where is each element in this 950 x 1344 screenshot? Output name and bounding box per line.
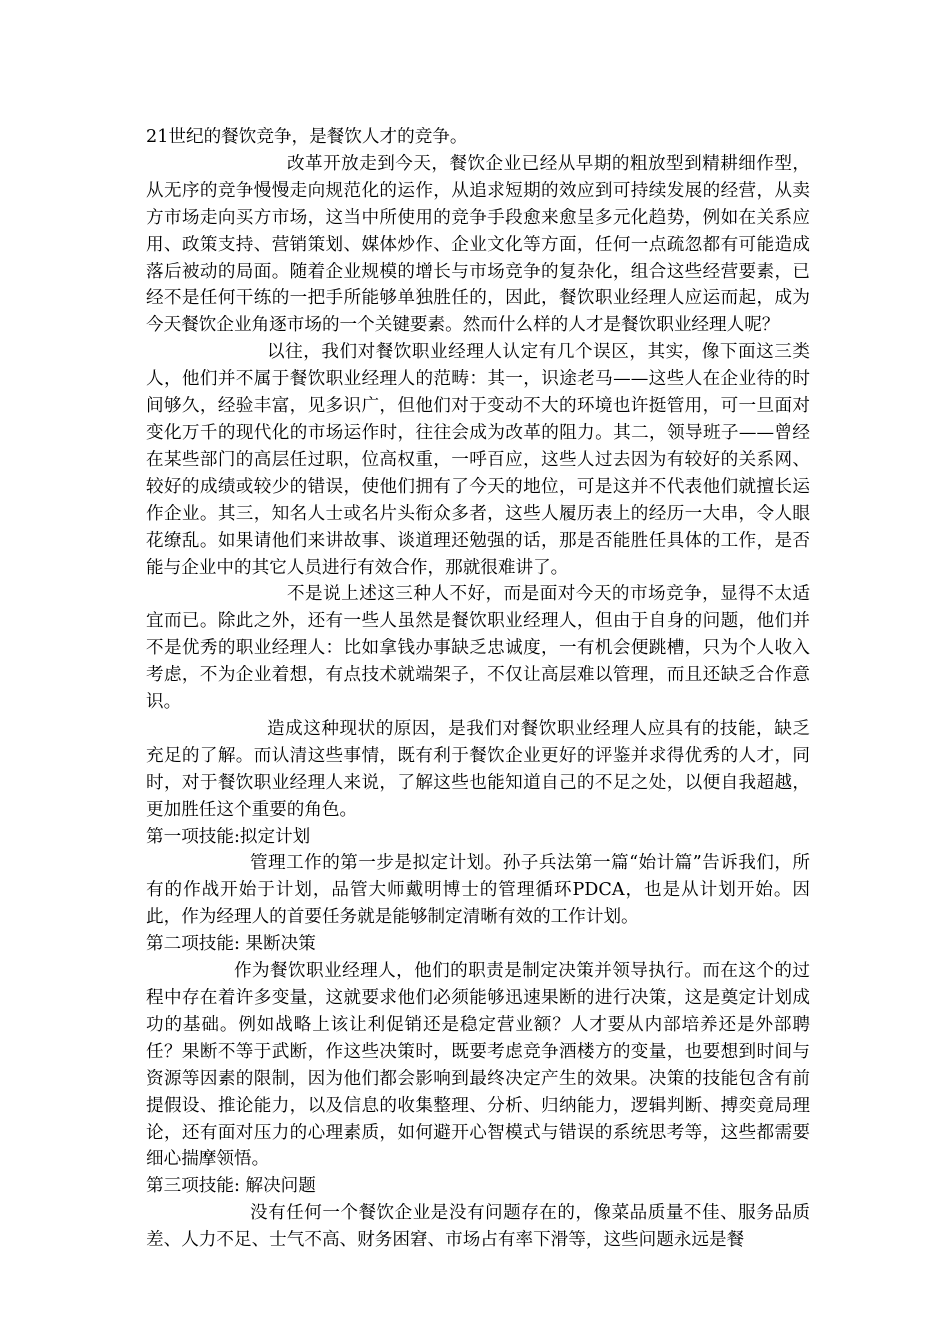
document-page xyxy=(146,124,810,1254)
paragraph-misconceptions: 以往，我们对餐饮职业经理人认定有几个误区，其实，像下面这三类人，他们并不属于餐饮职业经理人的范畴：其一，识途老马——这些人在企业待的时间够久，经验丰富，见多识广，但他们对于变动不大的环境也许挺管用，可一旦面对变化万千的现代化的市场运作时，往往会成为改革的阻力。其二，领导班子——曾经在某些部门的高层任过职，位高权重，一呼百应，这些人过去因为有较好的关系网、较好的成绩或较少的错误，使他们拥有了今天的地位，可是这并不代表他们就擅长运作企业。其三，知名人士或名片头衔众多者，这些人履历表上的经历一大串，令人眼花缭乱。如果请他们来讲故事、谈道理还勉强的话，那是否能胜任具体的工作，是否能与企业中的其它人员进行有效合作，那就很难讲了。 xyxy=(146,342,810,578)
paragraph-causes: 造成这种现状的原因，是我们对餐饮职业经理人应具有的技能，缺乏充足的了解。而认清这些事情，既有利于餐饮企业更好的评鉴并求得优秀的人才，同时，对于餐饮职业经理人来说，了解这些也能知道自己的不足之处，以便自我超越，更加胜任这个重要的角色。 xyxy=(146,718,810,820)
section-heading-decision: 第二项技能: 果断决策 xyxy=(146,934,316,955)
section-heading-planning: 第一项技能:拟定计划 xyxy=(146,826,311,847)
section-heading-problem-solving: 第三项技能: 解决问题 xyxy=(146,1176,316,1197)
section-body-planning: 管理工作的第一步是拟定计划。孙子兵法第一篇“始计篇”告诉我们，所有的作战开始于计划，品管大师戴明博士的管理循环PDCA，也是从计划开始。因此，作为经理人的首要任务就是能够制定清晰有效的工作计划。 xyxy=(146,853,810,928)
section-body-decision: 作为餐饮职业经理人，他们的职责是制定决策并领导执行。而在这个的过程中存在着许多变量，这就要求他们必须能够迅速果断的进行决策，这是奠定计划成功的基础。例如战略上该让利促销还是稳定营业额？人才要从内部培养还是外部聘任？果断不等于武断，作这些决策时，既要考虑竞争酒楼方的变量，也要想到时间与资源等因素的限制，因为他们都会影响到最终决定产生的效果。决策的技能包含有前提假设、推论能力，以及信息的收集整理、分析、归纳能力，逻辑判断、搏奕竟局理论，还有面对压力的心理素质，如何避开心智模式与错误的系统思考等，这些都需要细心揣摩领悟。 xyxy=(146,961,810,1170)
intro-line: 21世纪的餐饮竞争，是餐饮人才的竞争。 xyxy=(146,127,468,147)
paragraph-not-suitable: 不是说上述这三种人不好，而是面对今天的市场竞争，显得不太适宜而已。除此之外，还有一些人虽然是餐饮职业经理人，但由于自身的问题，他们并不是优秀的职业经理人：比如拿钱办事缺乏忠诚度，一有机会便跳槽，只为个人收入考虑，不为企业着想，有点技术就端架子，不仅让高层难以管理，而且还缺乏合作意识。 xyxy=(146,584,810,713)
section-body-problem-solving: 没有任何一个餐饮企业是没有问题存在的，像菜品质量不佳、服务品质差、人力不足、士气不高、财务困窘、市场占有率下滑等，这些问题永远是餐 xyxy=(146,1203,810,1251)
paragraph-reform: 改革开放走到今天，餐饮企业已经从早期的粗放型到精耕细作型，从无序的竞争慢慢走向规范化的运作，从追求短期的效应到可持续发展的经营，从卖方市场走向买方市场，这当中所使用的竞争手段愈来愈呈多元化趋势，例如在关系应用、政策支持、营销策划、媒体炒作、企业文化等方面，任何一点疏忽都有可能造成落后被动的局面。随着企业规模的增长与市场竞争的复杂化，组合这些经营要素，已经不是任何干练的一把手所能够单独胜任的，因此，餐饮职业经理人应运而起，成为今天餐饮企业角逐市场的一个关键要素。然而什么样的人才是餐饮职业经理人呢？ xyxy=(146,153,810,336)
